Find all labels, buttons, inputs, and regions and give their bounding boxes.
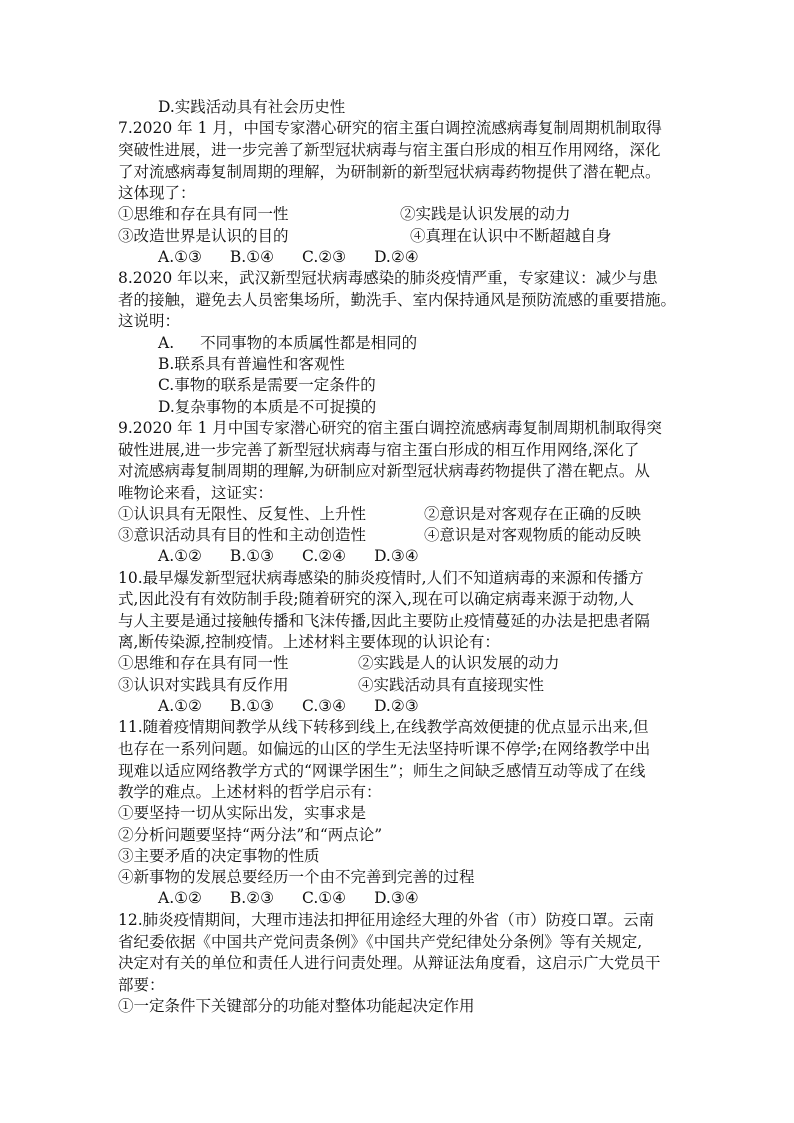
q9-stem-line: 唯物论来看，这证实：	[118, 484, 274, 502]
q8-option-a-text: 不同事物的本质属性都是相同的	[200, 334, 418, 352]
q7-item: ①思维和存在具有同一性	[118, 205, 289, 223]
q11-answer-b: B.②③	[229, 889, 275, 907]
q6-option-d: D.实践活动具有社会历史性	[158, 98, 346, 116]
q8-option-d: D.复杂事物的本质是不可捉摸的	[158, 398, 377, 416]
q7-item: ④真理在认识中不断超越自身	[410, 227, 612, 245]
q9-item: ①认识具有无限性、反复性、上升性	[118, 505, 367, 523]
q9-item: ③意识活动具有目的性和主动创造性	[118, 526, 367, 544]
q9-answer-d: D.③④	[374, 547, 419, 565]
q9-item: ④意识是对客观物质的能动反映	[424, 526, 642, 544]
q7-item-row	[118, 204, 289, 225]
q9-answers	[158, 546, 419, 567]
q10-answer-d: D.②③	[374, 697, 419, 715]
q11-item: ④新事物的发展总要经历一个由不完善到完善的过程	[118, 868, 475, 886]
q7-stem-line: 突破性进展，进一步完善了新型冠状病毒与宿主蛋白形成的相互作用网络，深化	[118, 141, 661, 159]
q11-answer-c: C.①④	[302, 889, 347, 907]
q9-stem-line: 9.2020 年 1 月中国专家潜心研究的宿主蛋白调控流感病毒复制周期机制取得突	[118, 419, 662, 437]
q10-answer-b: B.①③	[229, 697, 275, 715]
q8-stem-line: 8.2020 年以来，武汉新型冠状病毒感染的肺炎疫情严重，专家建议：减少与患	[118, 269, 658, 287]
q12-stem-line: 决定对有关的单位和责任人进行问责处理。从辩证法角度看，这启示广大党员干	[118, 954, 661, 972]
q7-stem-line: 这体现了：	[118, 184, 196, 202]
q8-option-b: B.联系具有普遍性和客观性	[158, 355, 345, 373]
q10-item: ①思维和存在具有同一性	[118, 654, 289, 672]
q10-stem-line: 与人主要是通过接触传播和飞沫传播,因此主要防止疫情蔓延的办法是把患者隔	[118, 612, 650, 630]
q9-answer-a: A.①②	[158, 547, 202, 565]
q10-item: ④实践活动具有直接现实性	[358, 676, 545, 694]
q11-item: ③主要矛盾的决定事物的性质	[118, 847, 320, 865]
q12-stem-line: 部要：	[118, 976, 165, 994]
q11-item: ①要坚持一切从实际出发，实事求是	[118, 804, 367, 822]
q9-stem-line: 对流感病毒复制周期的理解,为研制应对新型冠状病毒药物提供了潜在靶点。从	[118, 462, 650, 480]
q8-option-a-letter: A.	[158, 334, 175, 352]
q12-stem-line: 12.肺炎疫情期间，大理市违法扣押征用途经大理的外省（市）防疫口罩。云南	[118, 911, 655, 929]
q11-stem-line: 教学的难点。上述材料的哲学启示有：	[118, 783, 382, 801]
q10-item: ②实践是人的认识发展的动力	[358, 654, 560, 672]
q11-stem-line: 11.随着疫情期间教学从线下转移到线上,在线教学高效便捷的优点显示出来,但	[118, 718, 649, 736]
q9-answer-b: B.①③	[229, 547, 275, 565]
q11-answer-a: A.①②	[158, 889, 202, 907]
q10-item: ③认识对实践具有反作用	[118, 676, 289, 694]
q8-option-a	[158, 333, 417, 354]
q10-answers	[158, 696, 419, 717]
q7-answers	[158, 247, 419, 268]
q11-item: ②分析问题要坚持“两分法”和“两点论”	[118, 826, 383, 844]
q11-answer-d: D.③④	[374, 889, 419, 907]
q9-answer-c: C.②④	[302, 547, 347, 565]
q8-stem-line: 这说明：	[118, 312, 181, 330]
q7-answer-d: D.②④	[374, 248, 419, 266]
q7-stem-line: 了对流感病毒复制周期的理解，为研制新的新型冠状病毒药物提供了潜在靶点。	[118, 163, 661, 181]
q10-answer-a: A.①②	[158, 697, 202, 715]
q7-answer-b: B.①④	[229, 248, 275, 266]
q12-item: ①一定条件下关键部分的功能对整体功能起决定作用	[118, 997, 475, 1015]
q10-stem-line: 10.最早爆发新型冠状病毒感染的肺炎疫情时,人们不知道病毒的来源和传播方	[118, 569, 644, 587]
q11-answers	[158, 888, 419, 909]
q12-stem-line: 省纪委依据《中国共产党问责条例》《中国共产党纪律处分条例》等有关规定,	[118, 933, 643, 951]
q7-stem-line: 7.2020 年 1 月，中国专家潜心研究的宿主蛋白调控流感病毒复制周期机制取得	[118, 119, 662, 137]
q10-stem-line: 离,断传染源,控制疫情。上述材料主要体现的认识论有：	[118, 633, 500, 651]
q7-item: ③改造世界是认识的目的	[118, 227, 289, 245]
q11-stem-line: 现难以适应网络教学方式的“网课学困生”；师生之间缺乏感情互动等成了在线	[118, 762, 646, 780]
q8-stem-line: 者的接触，避免去人员密集场所，勤洗手、室内保持通风是预防流感的重要措施。	[118, 291, 677, 309]
q8-option-c: C.事物的联系是需要一定条件的	[158, 376, 376, 394]
q9-item: ②意识是对客观存在正确的反映	[424, 505, 642, 523]
q11-stem-line: 也存在一系列问题。如偏远的山区的学生无法坚持听课不停学;在网络教学中出	[118, 740, 651, 758]
q7-answer-c: C.②③	[302, 248, 347, 266]
q7-item: ②实践是认识发展的动力	[400, 205, 571, 223]
q7-answer-a: A.①③	[158, 248, 202, 266]
q10-stem-line: 式,因此没有有效防制手段;随着研究的深入,现在可以确定病毒来源于动物,人	[118, 590, 635, 608]
q9-stem-line: 破性进展,进一步完善了新型冠状病毒与宿主蛋白形成的相互作用网络,深化了	[118, 441, 640, 459]
q10-answer-c: C.③④	[302, 697, 347, 715]
